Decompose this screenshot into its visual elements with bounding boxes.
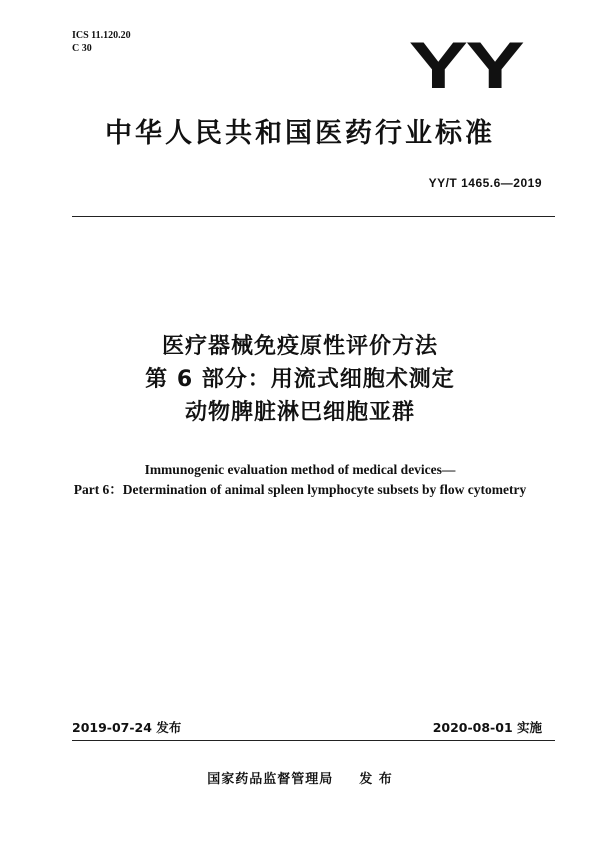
- publisher-line: [0, 768, 600, 787]
- english-title-line-2: Part 6：Determination of animal spleen lymphocyte subsets by flow cytometry: [73, 482, 527, 497]
- bottom-divider: [72, 740, 555, 741]
- chinese-title-line-2: 第 6 部分：用流式细胞术测定: [145, 367, 455, 392]
- ccs-code: C 30: [72, 43, 92, 54]
- issue-word: 发 布: [359, 772, 393, 787]
- english-title-line-1: Immunogenic evaluation method of medical devices—: [144, 462, 456, 477]
- chinese-title-line-1: 医疗器械免疫原性评价方法: [161, 334, 438, 359]
- top-divider: [72, 216, 555, 217]
- ics-code: ICS 11.120.20: [72, 30, 131, 41]
- english-title: [0, 460, 600, 500]
- classification-codes: [72, 29, 131, 55]
- issue-date: 2019-07-24 发布: [72, 720, 182, 735]
- chinese-title-line-3: 动物脾脏淋巴细胞亚群: [184, 400, 415, 425]
- implementation-date: 2020-08-01 实施: [432, 720, 542, 735]
- issuing-authority: 国家药品监督管理局: [207, 772, 334, 787]
- chinese-title: [0, 330, 600, 429]
- standard-number: YY/T 1465.6—2019: [428, 176, 542, 190]
- standard-category-title: 中华人民共和国医药行业标准: [105, 118, 495, 149]
- yy-logo: YY: [408, 28, 522, 102]
